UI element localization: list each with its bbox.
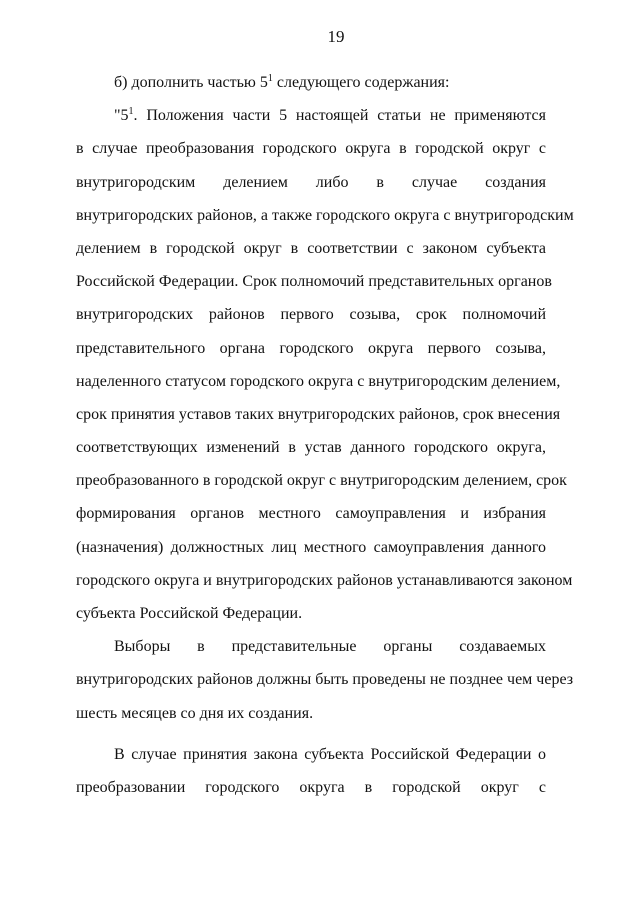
paragraph-1-line: наделенного статусом городского округа с внутригородским делением, xyxy=(76,372,561,390)
paragraph-1-line: соответствующих изменений в устав данного городского округа, xyxy=(76,439,546,457)
paragraph-gap xyxy=(76,730,546,738)
paragraph-1-line: преобразованного в городской округ с внутригородским делением, срок xyxy=(76,472,567,490)
paragraph-1-line: делением в городской округ в соответствии с законом субъекта xyxy=(76,239,546,257)
intro-line xyxy=(76,66,546,99)
paragraph-2-last-line: шесть месяцев со дня их создания. xyxy=(76,704,314,722)
document-body xyxy=(76,66,574,804)
paragraph-1-line: формирования органов местного самоуправления и избрания xyxy=(76,505,546,523)
paragraph-2-line: внутригородских районов должны быть проведены не позднее чем через xyxy=(76,671,574,689)
paragraph-1-line: внутригородским делением либо в случае создания xyxy=(76,173,546,191)
paragraph-1-line: (назначения) должностных лиц местного самоуправления данного xyxy=(76,538,546,556)
paragraph-3-line: преобразовании городского округа в городской округ с xyxy=(76,778,546,796)
intro-superscript: 1 xyxy=(267,73,273,84)
intro-text-post: следующего содержания: xyxy=(272,74,450,91)
quote-superscript: 1 xyxy=(128,106,134,118)
paragraph-3 xyxy=(76,738,546,804)
page-number: 19 xyxy=(327,27,345,46)
paragraph-1-line: внутригородских районов первого созыва, срок полномочий xyxy=(76,306,546,324)
paragraph-1-line: Российской Федерации. Срок полномочий представительных органов xyxy=(76,273,552,291)
paragraph-1-line: срок принятия уставов таких внутригородских районов, срок внесения xyxy=(76,405,561,423)
paragraph-1-line: городского округа и внутригородских районов устанавливаются законом xyxy=(76,571,573,589)
paragraph-2 xyxy=(76,630,574,730)
intro-text-pre: б) дополнить частью 5 xyxy=(114,74,268,91)
paragraph-3-first-line: В случае принятия закона субъекта Российской Федерации о xyxy=(114,745,546,763)
paragraph-1-line: представительного органа городского округа первого созыва, xyxy=(76,339,546,357)
paragraph-2-first-line: Выборы в представительные органы создаваемых xyxy=(114,638,546,656)
paragraph-1-line: внутригородских районов, а также городского округа с внутригородским xyxy=(76,206,574,224)
paragraph-1-line: в случае преобразования городского округа в городской округ с xyxy=(76,140,546,158)
paragraph-1 xyxy=(76,99,574,630)
first-line-rest: . Положения части 5 настоящей статьи не применяются xyxy=(133,107,546,125)
paragraph-1-first-line xyxy=(76,99,546,132)
paragraph-1-last-line: субъекта Российской Федерации. xyxy=(76,605,303,622)
quote-open: "5 xyxy=(114,107,129,125)
